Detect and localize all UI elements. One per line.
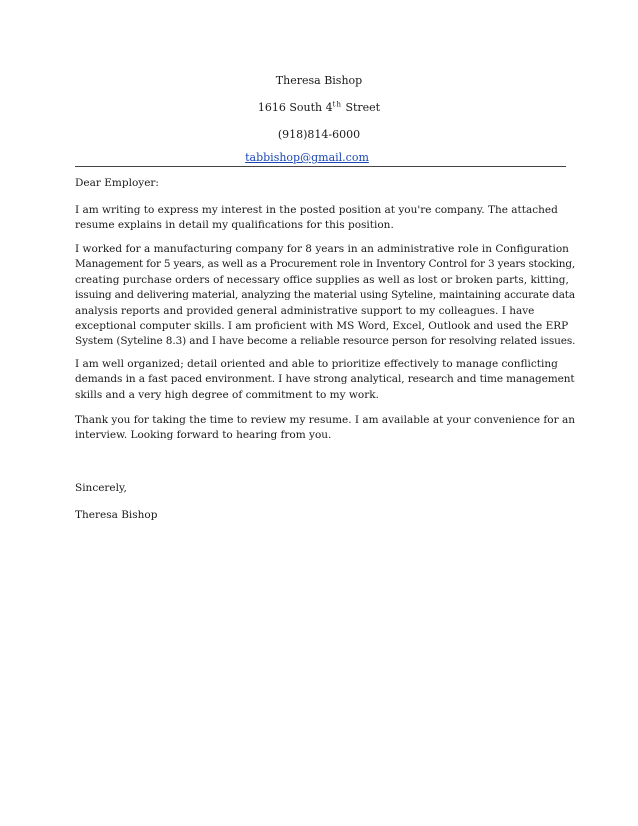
paragraph-line: issuing and delivering material, analyzing the material using Syteline, maintaining accurate data [75, 289, 575, 302]
paragraph-line: I am well organized; detail oriented and able to prioritize effectively to manage conflicting [75, 358, 558, 370]
sender-address [0, 101, 638, 115]
sender-email-link[interactable]: tabbishop@gmail.com [245, 151, 369, 164]
paragraph-experience [75, 242, 575, 350]
address-number: 1616 South 4 [257, 101, 333, 114]
signature-name: Theresa Bishop [75, 509, 158, 521]
paragraph-line: Management for 5 years, as well as a Procurement role in Inventory Control for 3 years stocking, [75, 258, 575, 271]
signature [75, 508, 575, 523]
paragraph-thanks [75, 413, 575, 444]
sender-phone: (918)814-6000 [277, 128, 361, 141]
paragraph-line: demands in a fast paced environment. I have strong analytical, research and time management [75, 373, 575, 386]
address-ordinal: th [332, 100, 342, 109]
closing-text: Sincerely, [75, 482, 127, 494]
paragraph-line: exceptional computer skills. I am proficient with MS Word, Excel, Outlook and used the ERP [75, 320, 569, 333]
sender-email-wrapper [0, 151, 626, 165]
salutation-text: Dear Employer: [75, 177, 159, 189]
paragraph-line: resume explains in detail my qualifications for this position. [75, 219, 394, 232]
address-street: Street [341, 101, 381, 114]
sender-name: Theresa Bishop [275, 74, 363, 87]
paragraph-line: skills and a very high degree of commitment to my work. [75, 388, 379, 401]
paragraph-line: I am writing to express my interest in the posted position at you're company. The attached [75, 204, 558, 216]
paragraph-line: System (Syteline 8.3) and I have become a reliable resource person for resolving related issues. [75, 335, 576, 348]
salutation [75, 176, 575, 191]
header-divider [75, 166, 566, 167]
paragraph-line: I worked for a manufacturing company for 8 years in an administrative role in Configuration [75, 243, 569, 255]
paragraph-line: Thank you for taking the time to review my resume. I am available at your convenience for an [75, 414, 575, 426]
paragraph-skills [75, 357, 575, 403]
paragraph-line: interview. Looking forward to hearing from you. [75, 429, 332, 442]
paragraph-line: analysis reports and provided general administrative support to my colleagues. I have [75, 304, 535, 317]
paragraph-line: creating purchase orders of necessary office supplies as well as lost or broken parts, kitting, [75, 273, 569, 286]
paragraph-intro [75, 203, 575, 234]
closing [75, 481, 575, 496]
